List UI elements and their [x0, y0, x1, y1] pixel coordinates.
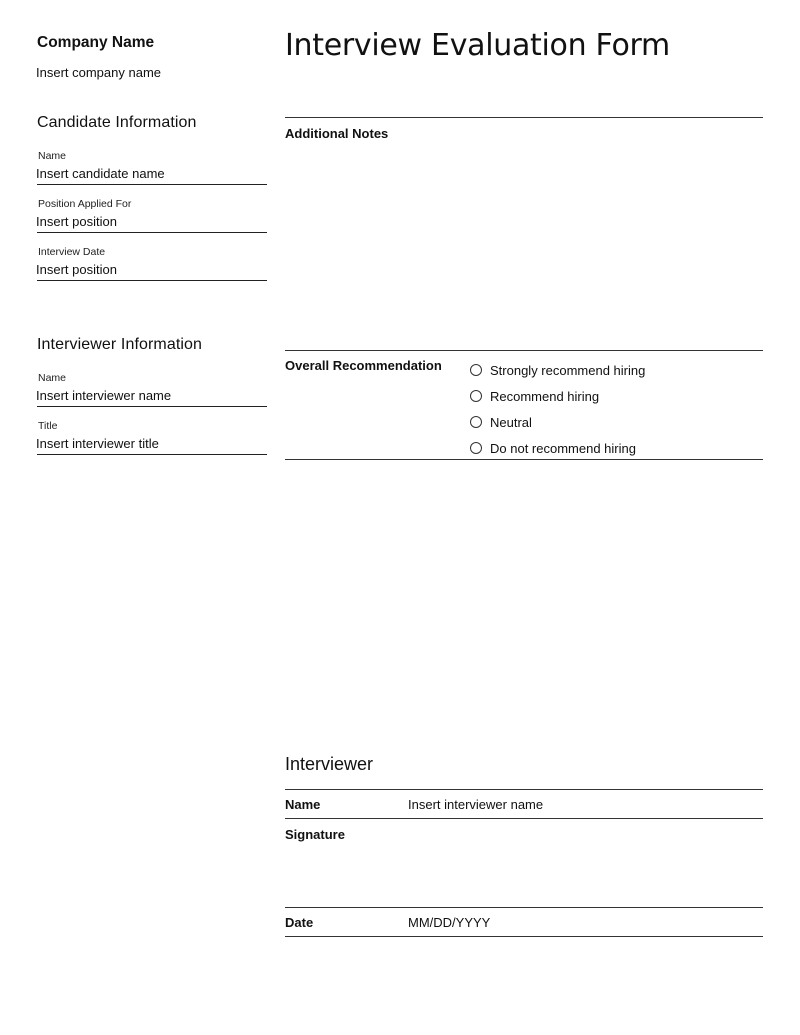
radio-button-icon[interactable] [470, 364, 482, 376]
additional-notes-input[interactable] [285, 146, 763, 346]
position-applied-field[interactable] [37, 196, 267, 233]
divider [285, 789, 763, 790]
radio-button-icon[interactable] [470, 390, 482, 402]
divider [285, 117, 763, 118]
interviewer-title-label: Title [38, 420, 58, 432]
candidate-name-value[interactable]: Insert candidate name [36, 166, 165, 181]
radio-button-icon[interactable] [470, 442, 482, 454]
radio-button-icon[interactable] [470, 416, 482, 428]
divider [285, 818, 763, 819]
interviewer-signoff-heading: Interviewer [285, 754, 374, 774]
interview-date-field[interactable] [37, 244, 267, 281]
interviewer-information-heading: Interviewer Information [37, 336, 203, 353]
interviewer-name-label: Name [38, 372, 67, 384]
option-strongly-recommend[interactable] [470, 357, 645, 383]
divider [285, 350, 763, 351]
candidate-information-heading: Candidate Information [37, 114, 197, 131]
signoff-name-label: Name [285, 797, 321, 812]
interviewer-name-value[interactable]: Insert interviewer name [36, 388, 172, 403]
option-neutral[interactable] [470, 409, 645, 435]
option-label: Do not recommend hiring [490, 440, 636, 456]
candidate-name-field[interactable] [37, 148, 267, 185]
option-do-not-recommend[interactable] [470, 435, 645, 461]
page-title: Interview Evaluation Form [285, 28, 670, 63]
position-applied-value[interactable]: Insert position [36, 214, 117, 229]
interview-date-value[interactable]: Insert position [36, 262, 117, 277]
interviewer-title-value[interactable]: Insert interviewer title [36, 436, 159, 451]
option-label: Strongly recommend hiring [490, 362, 646, 378]
overall-recommendation-label: Overall Recommendation [285, 358, 442, 373]
interview-date-label: Interview Date [38, 246, 106, 258]
option-label: Neutral [490, 414, 532, 430]
date-field[interactable]: MM/DD/YYYY [408, 915, 491, 930]
additional-notes-label: Additional Notes [285, 126, 389, 141]
signoff-name-field[interactable]: Insert interviewer name [408, 797, 544, 812]
divider [285, 936, 763, 937]
position-applied-label: Position Applied For [38, 198, 132, 210]
option-label: Recommend hiring [490, 388, 600, 404]
signature-label: Signature [285, 827, 345, 842]
recommendation-options [470, 357, 645, 461]
candidate-name-label: Name [38, 150, 67, 162]
divider [285, 459, 763, 460]
date-label: Date [285, 915, 314, 930]
option-recommend[interactable] [470, 383, 645, 409]
interviewer-title-field[interactable] [37, 418, 267, 455]
divider [285, 907, 763, 908]
signature-field[interactable] [285, 846, 763, 904]
company-name-field[interactable]: Insert company name [36, 65, 162, 80]
interviewer-name-field[interactable] [37, 370, 267, 407]
company-name-heading: Company Name [37, 34, 155, 51]
